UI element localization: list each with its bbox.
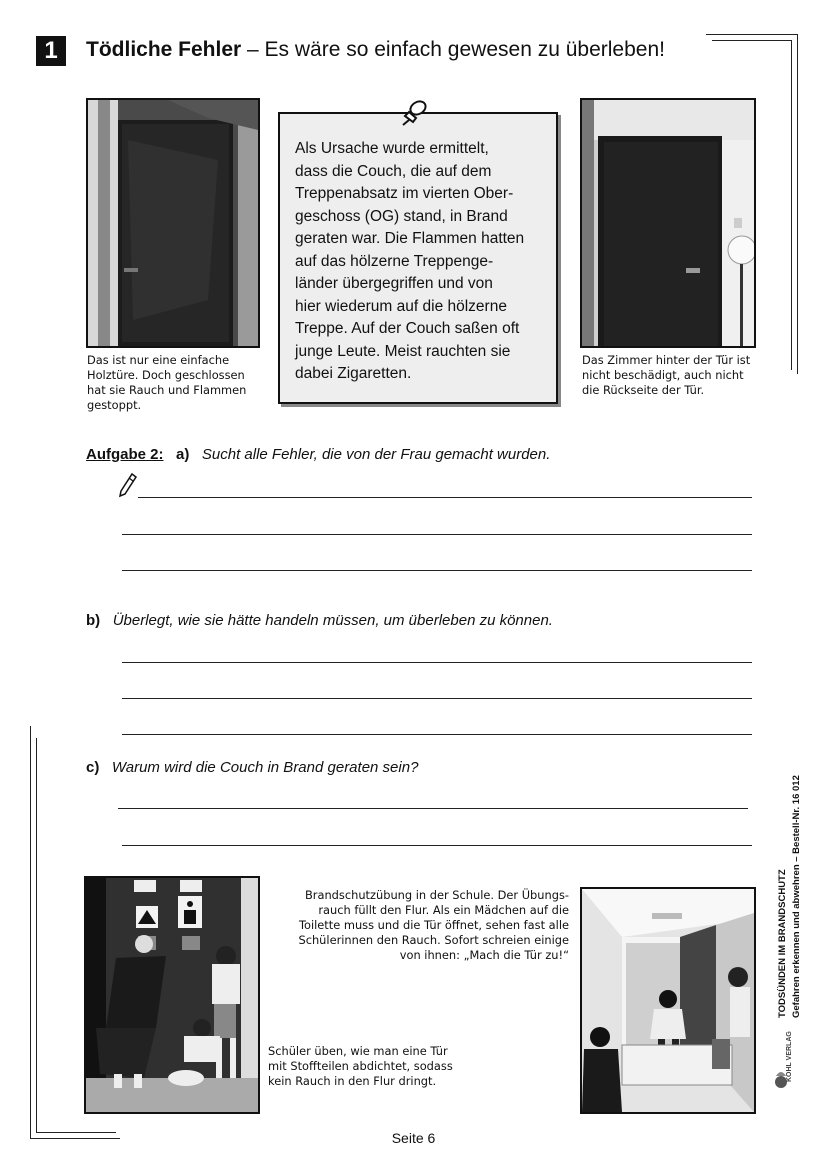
info-line: geraten war. Die Flammen hatten <box>295 230 525 247</box>
answer-line[interactable] <box>138 497 752 498</box>
caption-line: mit Stoffteilen abdichtet, sodass <box>268 1059 453 1073</box>
publisher-logo <box>772 1038 798 1090</box>
info-line: Treppenabsatz im vierten Ober- <box>295 185 514 202</box>
caption-line: nicht beschädigt, auch nicht <box>582 368 744 382</box>
answer-line[interactable] <box>122 534 752 535</box>
task-b-letter: b) <box>86 612 101 629</box>
title-rest: – Es wäre so einfach gewesen zu überleben! <box>241 38 665 61</box>
room-door-photo <box>580 98 756 348</box>
caption-line: Das Zimmer hinter der Tür ist <box>582 353 751 367</box>
exercise-number: 1 <box>36 36 66 66</box>
caption-line: Holztüre. Doch geschlossen <box>87 368 245 382</box>
caption-line: gestoppt. <box>87 398 142 412</box>
info-line: dabei Zigaretten. <box>295 365 412 382</box>
caption-left-photo <box>87 353 257 413</box>
caption-line: rauch füllt den Flur. Als ein Mädchen auf die <box>318 903 569 917</box>
task-c-text: Warum wird die Couch in Brand geraten sein? <box>111 759 419 776</box>
caption-line: Toilette muss und die Tür öffnet, sehen fast alle <box>298 918 569 932</box>
task-label: Aufgabe 2: <box>86 446 164 463</box>
answer-line[interactable] <box>122 845 752 846</box>
school-corridor-photo <box>580 887 756 1114</box>
students-door-photo <box>84 876 260 1114</box>
info-line: auf das hölzerne Treppenge- <box>295 252 494 270</box>
page-title <box>86 38 665 62</box>
answer-line[interactable] <box>122 698 752 699</box>
task-b <box>86 612 553 629</box>
info-box-text <box>295 138 547 386</box>
pencil-icon <box>118 472 138 498</box>
info-line: junge Leute. Meist rauchten sie <box>295 342 511 360</box>
task-c-letter: c) <box>86 759 100 776</box>
info-line: Treppe. Auf der Couch saßen oft <box>295 320 520 337</box>
caption-right-photo <box>582 353 757 398</box>
task-a <box>86 446 550 463</box>
info-line: Als Ursache wurde ermittelt, <box>295 140 489 157</box>
caption-line: Schülerinnen den Rauch. Sofort schreien einige <box>298 933 569 947</box>
info-line: länder übergegriffen und von <box>295 275 493 292</box>
task-a-text: Sucht alle Fehler, die von der Frau gemacht wurden. <box>201 446 551 463</box>
caption-line: Schüler üben, wie man eine Tür <box>268 1044 448 1058</box>
title-bold: Tödliche Fehler <box>86 38 242 61</box>
task-a-letter: a) <box>176 446 190 463</box>
caption-line: Das ist nur eine einfache <box>87 353 230 367</box>
caption-school-drill <box>292 888 569 963</box>
answer-line[interactable] <box>122 570 752 571</box>
info-line: dass die Couch, die auf dem <box>295 162 492 180</box>
caption-line: hat sie Rauch und Flammen <box>87 383 247 397</box>
answer-line[interactable] <box>122 662 752 663</box>
sidebar-title: TODSÜNDEN IM BRANDSCHUTZ <box>777 869 788 1018</box>
info-line: hier wiederum auf die hölzerne <box>295 297 507 315</box>
caption-line: kein Rauch in den Flur dringt. <box>268 1074 437 1088</box>
info-line: geschoss (OG) stand, in Brand <box>295 207 508 225</box>
publisher-name: KOHL VERLAG <box>786 1031 793 1082</box>
caption-line: von ihnen: „Mach die Tür zu!“ <box>399 948 569 962</box>
pushpin-icon <box>400 98 430 126</box>
answer-line[interactable] <box>122 734 752 735</box>
burnt-door-photo <box>86 98 260 348</box>
task-b-text: Überlegt, wie sie hätte handeln müssen, um überleben zu können. <box>112 612 553 629</box>
sidebar-subtitle: Gefahren erkennen und abwehren – Bestell-Nr. 16 012 <box>791 775 802 1018</box>
page-number: Seite 6 <box>391 1130 436 1146</box>
caption-students-practice <box>268 1044 473 1089</box>
task-c <box>86 759 418 776</box>
caption-line: die Rückseite der Tür. <box>582 383 705 397</box>
caption-line: Brandschutzübung in der Schule. Der Übungs- <box>304 888 569 902</box>
answer-line[interactable] <box>118 808 748 809</box>
